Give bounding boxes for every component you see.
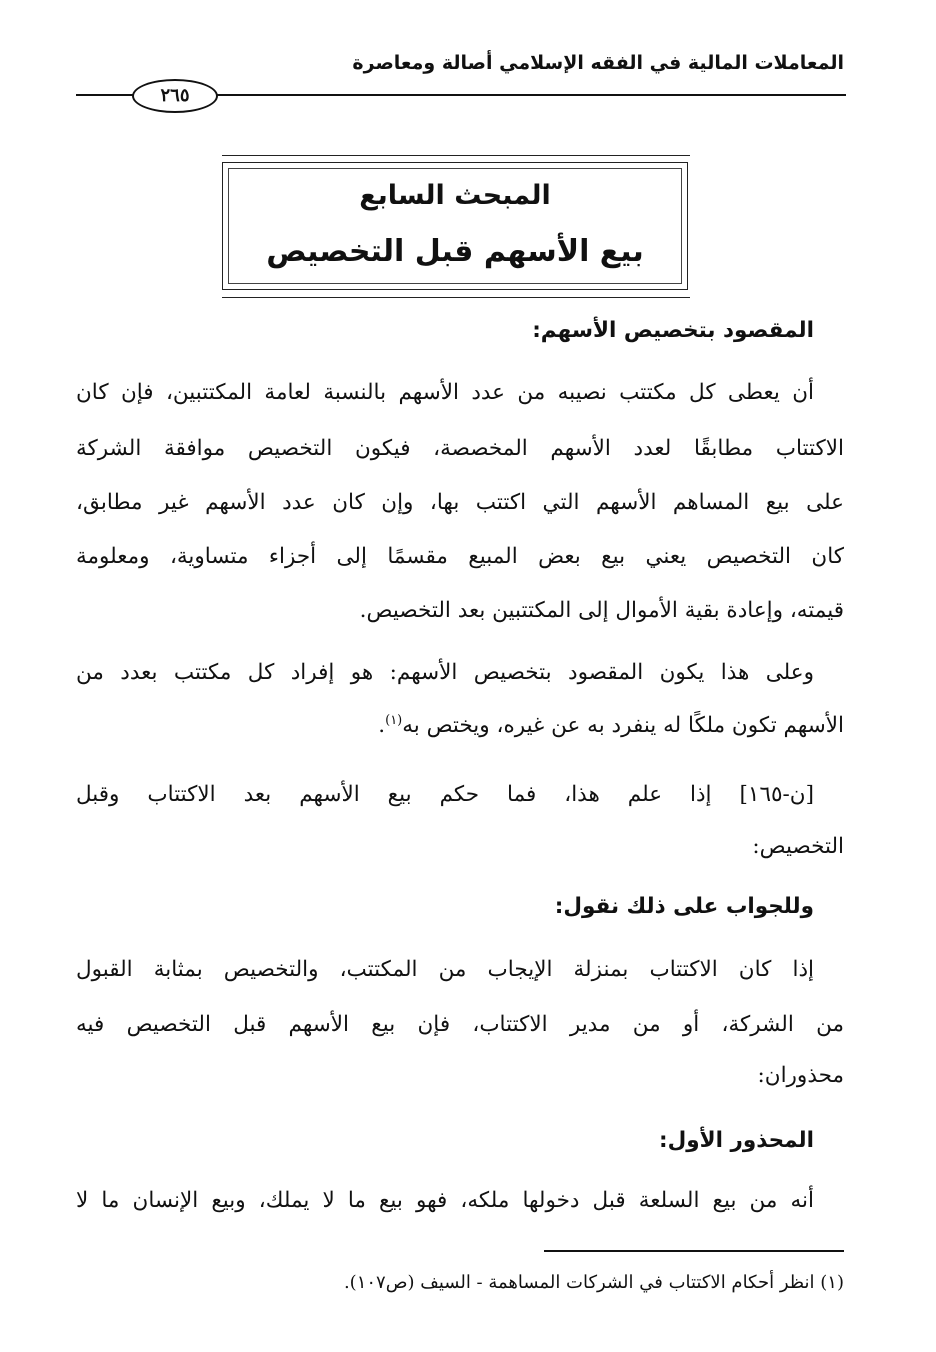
text-line: قيمته، وإعادة بقية الأموال إلى المكتتبين بعد التخصيص. [359,598,844,623]
text-line-with-footnote [76,713,844,738]
text-line: [ن-١٦٥] إذا علم هذا، فما حكم بيع الأسهم بعد الاكتتاب وقبل [76,782,814,807]
text-line: أنه من بيع السلعة قبل دخولها ملكه، فهو بيع ما لا يملك، وبيع الإنسان ما لا [76,1188,814,1213]
text-line: كان التخصيص يعني بيع بعض المبيع مقسمًا إلى أجزاء متساوية، ومعلومة [76,544,844,569]
text-line: من الشركة، أو من مدير الاكتتاب، فإن بيع الأسهم قبل التخصيص فيه [76,1012,844,1037]
running-header-title: المعاملات المالية في الفقه الإسلامي أصالة ومعاصرة [352,52,844,74]
section-box-bottom-rule [222,297,690,298]
text-line: وعلى هذا يكون المقصود بتخصيص الأسهم: هو إفراد كل مكتتب بعدد من [76,660,814,685]
text-line: إذا كان الاكتتاب بمنزلة الإيجاب من المكتتب، والتخصيص بمثابة القبول [76,957,814,982]
section-title: المبحث السابع [359,180,551,211]
text-line: التخصيص: [752,834,844,859]
text-line: أن يعطى كل مكتتب نصيبه من عدد الأسهم بالنسبة لعامة المكتتبين، فإن كان [76,380,814,405]
text-line: محذوران: [757,1063,844,1088]
section-subtitle: بيع الأسهم قبل التخصيص [266,234,644,269]
text-line: على بيع المساهم الأسهم التي اكتتب بها، وإن كان عدد الأسهم غير مطابق، [76,490,844,515]
page-number: ٢٦٥ [132,79,218,113]
section-box-top-rule [222,155,690,156]
heading-answer: وللجواب على ذلك نقول: [554,894,814,919]
text-line: الاكتتاب مطابقًا لعدد الأسهم المخصصة، فيكون التخصيص موافقة الشركة [76,436,844,461]
text-span: الأسهم تكون ملكًا له ينفرد به عن غيره، ويختص به [402,713,844,739]
footnote: (١) انظر أحكام الاكتتاب في الشركات المساهمة - السيف (ص١٠٧). [343,1272,844,1293]
text-span: . [378,713,386,739]
heading-definition: المقصود بتخصيص الأسهم: [532,318,814,343]
footnote-reference[interactable]: (١) [385,713,403,728]
footnote-rule [544,1250,844,1252]
heading-first-prohibition: المحذور الأول: [659,1128,814,1153]
